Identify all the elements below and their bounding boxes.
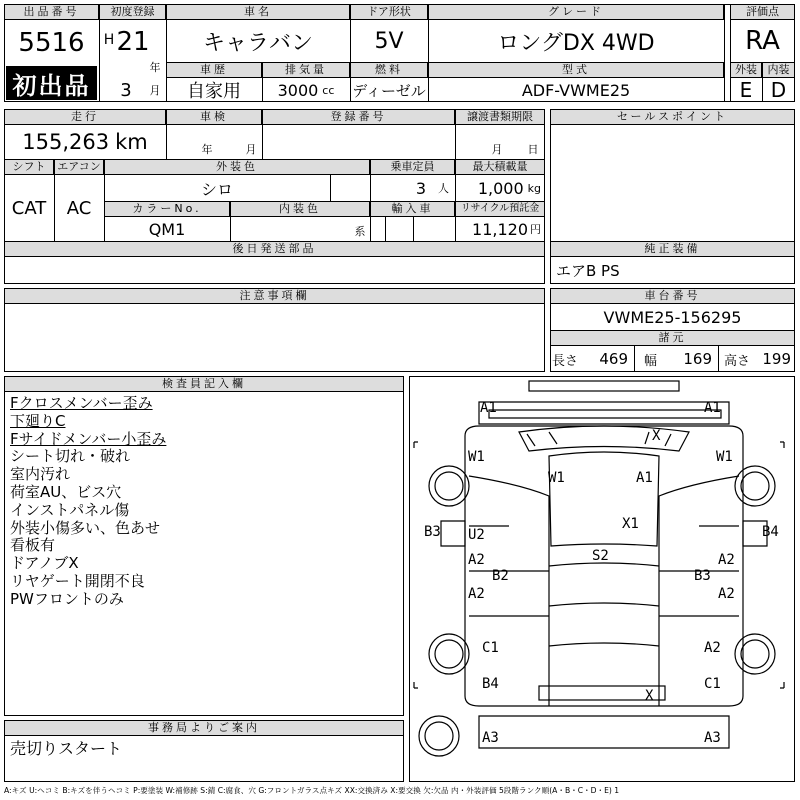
max-load-label: 最大積載量 [455, 159, 545, 175]
inspector-label: 検査員記入欄 [4, 376, 404, 392]
diagram-damage-label: X [652, 428, 661, 444]
genuine-equip-label: 純正装備 [550, 241, 795, 257]
diagram-damage-label: B3 [694, 568, 711, 584]
max-load-value [455, 175, 545, 201]
mileage-value [4, 125, 166, 159]
inspector-note-line: 看板有 [10, 536, 56, 555]
dims-height [720, 346, 793, 372]
office-value: 売切りスタート [10, 738, 123, 758]
capacity-value [370, 175, 455, 201]
ext-eval-value: E [739, 78, 753, 102]
diagram-damage-label: A2 [718, 586, 735, 602]
mileage-label: 走行 [4, 109, 166, 125]
history-value: 自家用 [187, 81, 241, 102]
ext-color-label: 外装色 [104, 159, 370, 175]
displacement-unit: cc [322, 83, 335, 97]
diagram-damage-label: W1 [468, 449, 485, 465]
color-no-value: QM1 [148, 219, 186, 239]
int-color-label: 内装色 [230, 201, 370, 217]
lot-label: 出品番号 [4, 4, 99, 20]
inspector-note-line: PWフロントのみ [10, 589, 124, 608]
int-eval-value: D [770, 78, 787, 102]
diagram-damage-label: S2 [592, 548, 609, 564]
inspector-note-line: Fクロスメンバー歪み [10, 394, 153, 412]
aircon-value: AC [66, 197, 92, 219]
inspector-note-line: 下廻りC [10, 411, 66, 430]
door-value: 5V [374, 28, 404, 54]
inspection-year-unit: 年 [201, 143, 213, 156]
mileage-number: 155,263 [22, 130, 110, 154]
dims-length-value: 469 [599, 350, 628, 368]
fuel-label: 燃料 [350, 62, 428, 78]
transfer-day-unit: 日 [527, 143, 539, 156]
transfer-docs-label: 譲渡書類期限 [455, 109, 545, 125]
model-value: ADF-VWME25 [521, 80, 631, 100]
ext-color-value: シロ [200, 179, 233, 199]
lot-number: 5516 [18, 28, 85, 58]
diagram-damage-label: X [645, 688, 654, 704]
diagram-damage-label: U2 [468, 527, 485, 543]
diagram-damage-label: A1 [704, 400, 721, 416]
dims-length [552, 346, 634, 372]
recycle-number: 11,120 [472, 219, 528, 239]
registration-label: 初度登録 [99, 4, 166, 20]
office-label: 事務局よりご案内 [4, 720, 404, 736]
diagram-damage-label: W1 [548, 470, 565, 486]
diagram-damage-label: A2 [718, 552, 735, 568]
inspector-note-line: 荷室AU、ビス穴 [10, 483, 122, 501]
first-listing-badge: 初出品 [6, 66, 97, 100]
reg-number-label: 登録番号 [262, 109, 455, 125]
inspector-note-line: Fサイドメンバー小歪み [10, 429, 167, 448]
notes-label: 注意事項欄 [4, 288, 545, 304]
recycle-unit: 円 [530, 223, 541, 236]
grade-value: ロングDX 4WD [497, 30, 655, 56]
capacity-number: 3 [415, 178, 426, 198]
inspection-month-unit: 月 [245, 143, 257, 156]
model-label: 型式 [428, 62, 724, 78]
dims-height-value: 199 [762, 350, 791, 368]
inspector-note-line: ドアノブX [10, 554, 79, 573]
diagram-damage-label: B2 [492, 568, 509, 584]
mileage-unit: km [115, 130, 148, 154]
history-label: 車歴 [166, 62, 262, 78]
fuel-value: ディーゼル [352, 81, 426, 100]
transfer-month-unit: 月 [491, 143, 503, 156]
inspection-label: 車検 [166, 109, 262, 125]
displacement-label: 排気量 [262, 62, 350, 78]
chassis-label: 車台番号 [550, 288, 795, 304]
diagram-damage-label: A3 [704, 730, 721, 746]
registration-year: 21 [116, 27, 150, 57]
dims-height-label: 高さ [724, 353, 751, 369]
dims-width-value: 169 [683, 350, 712, 368]
car-name-label: 車名 [166, 4, 350, 20]
dims-width [636, 346, 718, 372]
later-parts-label: 後日発送部品 [4, 241, 545, 257]
dims-width-label: 幅 [644, 353, 658, 369]
score-value: RA [745, 26, 780, 56]
registration-era: H [103, 32, 115, 48]
diagram-damage-label: A2 [468, 552, 485, 568]
diagram-damage-label: A1 [480, 400, 497, 416]
diagram-damage-label: A2 [468, 586, 485, 602]
displacement-number: 3000 [277, 80, 319, 100]
car-diagram [409, 376, 795, 782]
recycle-value [455, 217, 545, 241]
diagram-damage-label: A1 [636, 470, 653, 486]
month-unit: 月 [149, 84, 161, 97]
diagram-damage-label: B3 [424, 524, 441, 540]
diagram-damage-label: C1 [482, 640, 499, 656]
car-name-value: キャラバン [202, 30, 313, 56]
capacity-unit: 人 [438, 182, 449, 195]
diagram-damage-label: C1 [704, 676, 721, 692]
legend: A:キズ U:ヘコミ B:キズを伴うヘコミ P:要塗装 W:補修跡 S:錆 C:腐食、穴 G:フロントガラス点キズ XX:交換済み X:要交換 欠:欠品 内・外装評価 5段階ランク順(A・B・C・D・E) 1 [4, 785, 620, 795]
aircon-label: エアコン [54, 159, 104, 175]
sales-points-label: セールスポイント [550, 109, 795, 125]
diagram-damage-label: A3 [482, 730, 499, 746]
diagram-damage-label: A2 [704, 640, 721, 656]
int-eval-label: 内装 [762, 62, 795, 78]
chassis-value: VWME25-156295 [603, 307, 742, 327]
diagram-damage-label: B4 [762, 524, 779, 540]
genuine-equip-value: エアB PS [556, 261, 620, 280]
diagram-damage-label: B4 [482, 676, 499, 692]
inspector-note-line: インストパネル傷 [10, 500, 130, 519]
capacity-label: 乗車定員 [370, 159, 455, 175]
recycle-label: リサイクル預託金 [455, 201, 545, 217]
color-no-label: カラーNo. [104, 201, 230, 217]
shift-label: シフト [4, 159, 54, 175]
diagram-damage-label: W1 [716, 449, 733, 465]
displacement-value [262, 78, 350, 102]
score-label: 評価点 [730, 4, 795, 20]
dims-label: 諸元 [550, 330, 795, 346]
max-load-number: 1,000 [477, 178, 524, 198]
import-label: 輸入車 [370, 201, 455, 217]
dims-length-label: 長さ [552, 353, 579, 369]
door-label: ドア形状 [350, 4, 428, 20]
max-load-unit: kg [527, 181, 541, 195]
year-unit: 年 [149, 61, 161, 74]
shift-value: CAT [11, 197, 47, 219]
ext-eval-label: 外装 [730, 62, 762, 78]
registration-month: 3 [120, 79, 132, 101]
int-color-unit: 系 [354, 225, 366, 238]
diagram-damage-label: X1 [622, 516, 639, 532]
inspector-note-line: 外装小傷多い、色あせ [10, 518, 161, 537]
inspector-note-line: シート切れ・破れ [10, 447, 131, 466]
inspector-note-line: 室内汚れ [10, 465, 71, 484]
grade-label: グレード [428, 4, 724, 20]
inspector-note-line: リヤゲート開閉不良 [10, 572, 145, 590]
